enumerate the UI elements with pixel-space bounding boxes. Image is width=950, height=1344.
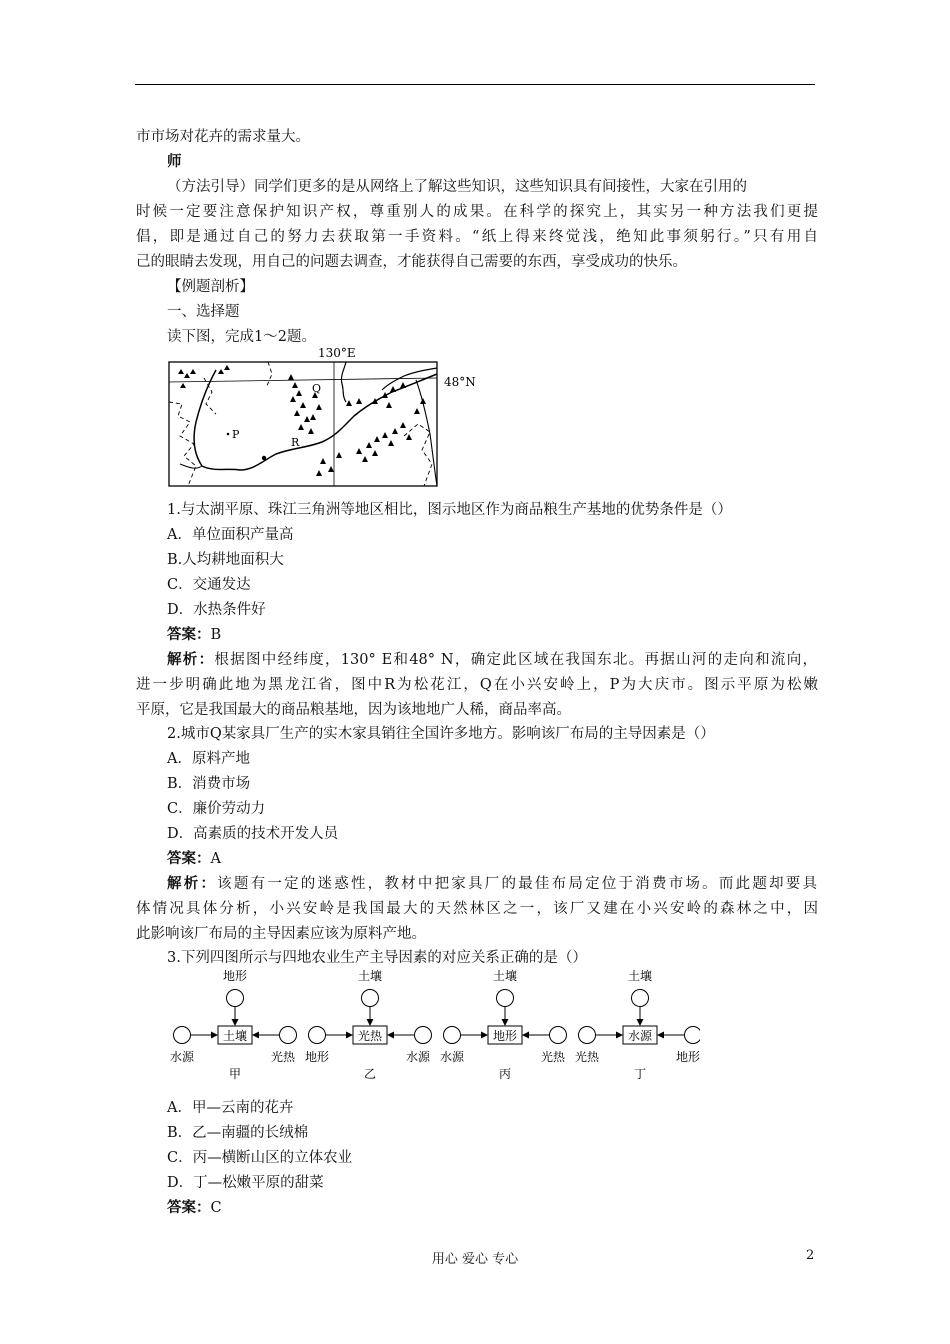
question-1-option: D．水热条件好 <box>167 602 266 618</box>
diagram-center-label: 光热 <box>357 1029 383 1043</box>
speaker-label: 师 <box>167 153 182 170</box>
diagram-top-node <box>362 990 379 1007</box>
question-1-option: A．单位面积产量高 <box>167 527 294 543</box>
longitude-label: 130°E <box>318 346 356 360</box>
analysis-text: 进一步明确此地为黑龙江省，图中R为松花江，Q在小兴安岭上，P为大庆市。图示平原为松嫩 <box>136 677 818 693</box>
answer-label: 答案： <box>167 1199 211 1216</box>
diagram-right-node <box>685 1027 701 1044</box>
map-frame <box>169 362 437 486</box>
river <box>180 464 202 468</box>
question-2-option: D．高素质的技术开发人员 <box>167 826 339 842</box>
diagram-center-label: 地形 <box>492 1029 518 1043</box>
diagram-top-label: 土壤 <box>627 969 653 983</box>
diagram-name: 甲 <box>228 1067 242 1080</box>
question-1-stem: 1.与太湖平原、珠江三角洲等地区相比，图示地区作为商品粮生产基地的优势条件是（） <box>167 502 732 518</box>
diagram-right-node <box>550 1027 567 1044</box>
northeast-china-map <box>160 344 480 488</box>
text-line: 倡，即是通过自己的努力去获取第一手资料。“纸上得来终觉浅，绝知此事须躬行。”只有用自 <box>136 229 818 245</box>
answer-value: B <box>210 627 222 643</box>
point-p <box>227 433 230 436</box>
point-q-label: Q <box>312 382 322 395</box>
diagram-right-node <box>280 1027 297 1044</box>
diagram-left-node <box>579 1027 596 1044</box>
question-2-analysis <box>167 874 817 894</box>
analysis-text: 体情况具体分析，小兴安岭是我国最大的天然林区之一，该厂又建在小兴安岭的森林之中，因 <box>136 901 818 917</box>
analysis-text: 该题有一定的迷惑性，教材中把家具厂的最佳布局定位于消费市场。而此题却要具 <box>217 876 817 892</box>
diagram-center-label: 水源 <box>627 1029 653 1043</box>
diagram-top-label: 土壤 <box>357 969 383 983</box>
diagram-right-label: 水源 <box>406 1050 431 1064</box>
diagram-right-label: 光热 <box>541 1050 566 1064</box>
river <box>341 362 346 402</box>
text-line: 市市场对花卉的需求量大。 <box>136 129 310 145</box>
city-dot <box>262 456 266 460</box>
diagram-name: 丁 <box>633 1067 647 1080</box>
analysis-text: 根据图中经纬度，130° E和48° N，确定此区域在我国东北。再据山河的走向和流向， <box>214 652 817 668</box>
diagram-left-label: 水源 <box>170 1050 195 1064</box>
question-2-option: C．廉价劳动力 <box>167 801 266 817</box>
river <box>416 380 437 486</box>
header-rule <box>135 84 815 85</box>
question-1-option: C．交通发达 <box>167 577 251 593</box>
question-3-option: D．丁—松嫩平原的甜菜 <box>167 1175 324 1191</box>
answer-value: A <box>210 851 221 867</box>
diagram-right-label: 地形 <box>676 1050 700 1064</box>
question-3-option: A．甲—云南的花卉 <box>167 1100 294 1116</box>
question-1-answer <box>167 625 950 645</box>
diagram-top-label: 地形 <box>222 969 248 983</box>
page-number: 2 <box>806 1248 815 1263</box>
question-1-analysis <box>167 650 817 670</box>
diagram-name: 乙 <box>363 1067 377 1080</box>
analysis-label: 解析： <box>167 875 218 892</box>
question-3-option: B．乙—南疆的长绒棉 <box>167 1125 309 1141</box>
diagram-left-node <box>444 1027 461 1044</box>
answer-label: 答案： <box>167 626 211 643</box>
diagram-left-node <box>309 1027 326 1044</box>
diagram-top-node <box>632 990 649 1007</box>
page-footer: 用心 爱心 专心 <box>431 1252 519 1267</box>
diagram-left-label: 地形 <box>305 1050 330 1064</box>
question-1-option: B.人均耕地面积大 <box>167 552 284 568</box>
answer-value: C <box>210 1200 222 1216</box>
diagram-left-label: 水源 <box>440 1050 465 1064</box>
question-2-stem: 2.城市Q某家具厂生产的实木家具销往全国许多地方。影响该厂布局的主导因素是（） <box>167 726 715 742</box>
province-border <box>404 424 432 486</box>
question-3-option: C．丙—横断山区的立体农业 <box>167 1150 353 1166</box>
question-2-option: A．原料产地 <box>167 751 250 767</box>
text-line: 读下图，完成1～2题。 <box>167 329 316 345</box>
point-r-label: R <box>291 436 300 449</box>
section-subheading: 一、选择题 <box>167 304 240 320</box>
diagram-left-label: 光热 <box>575 1050 600 1064</box>
analysis-label: 解析： <box>167 651 215 668</box>
diagram-right-label: 光热 <box>271 1050 296 1064</box>
point-p-label: P <box>232 428 240 441</box>
province-border <box>266 362 272 388</box>
diagram-top-node <box>497 990 514 1007</box>
text-line: 己的眼睛去发现，用自己的问题去调查，才能获得自己需要的东西，享受成功的快乐。 <box>136 254 687 270</box>
analysis-text: 此影响该厂布局的主导因素应该为原料产地。 <box>136 926 426 942</box>
province-border <box>169 402 196 486</box>
diagram-top-node <box>227 990 244 1007</box>
diagram-left-node <box>174 1027 191 1044</box>
diagram-name: 丙 <box>498 1067 512 1080</box>
latitude-label: 48°N <box>444 375 476 389</box>
analysis-text: 平原，它是我国最大的商品粮基地，因为该地地广人稀，商品率高。 <box>136 702 571 718</box>
diagram-right-node <box>415 1027 432 1044</box>
question-2-option: B．消费市场 <box>167 776 251 792</box>
question-2-answer <box>167 849 950 869</box>
text-line: 时候一定要注意保护知识产权，尊重别人的成果。在科学的探究上，其实另一种方法我们更提 <box>136 204 818 220</box>
diagram-top-label: 土壤 <box>492 969 518 983</box>
diagram-center-label: 土壤 <box>222 1029 248 1043</box>
factor-diagrams <box>160 966 700 1080</box>
answer-label: 答案： <box>167 850 211 867</box>
text-line: （方法引导）同学们更多的是从网络上了解这些知识，这些知识具有间接性，大家在引用的 <box>167 179 747 195</box>
section-heading: 【例题剖析】 <box>167 279 254 295</box>
question-3-stem: 3.下列四图所示与四地农业生产主导因素的对应关系正确的是（） <box>167 950 587 966</box>
question-3-answer <box>167 1198 950 1218</box>
